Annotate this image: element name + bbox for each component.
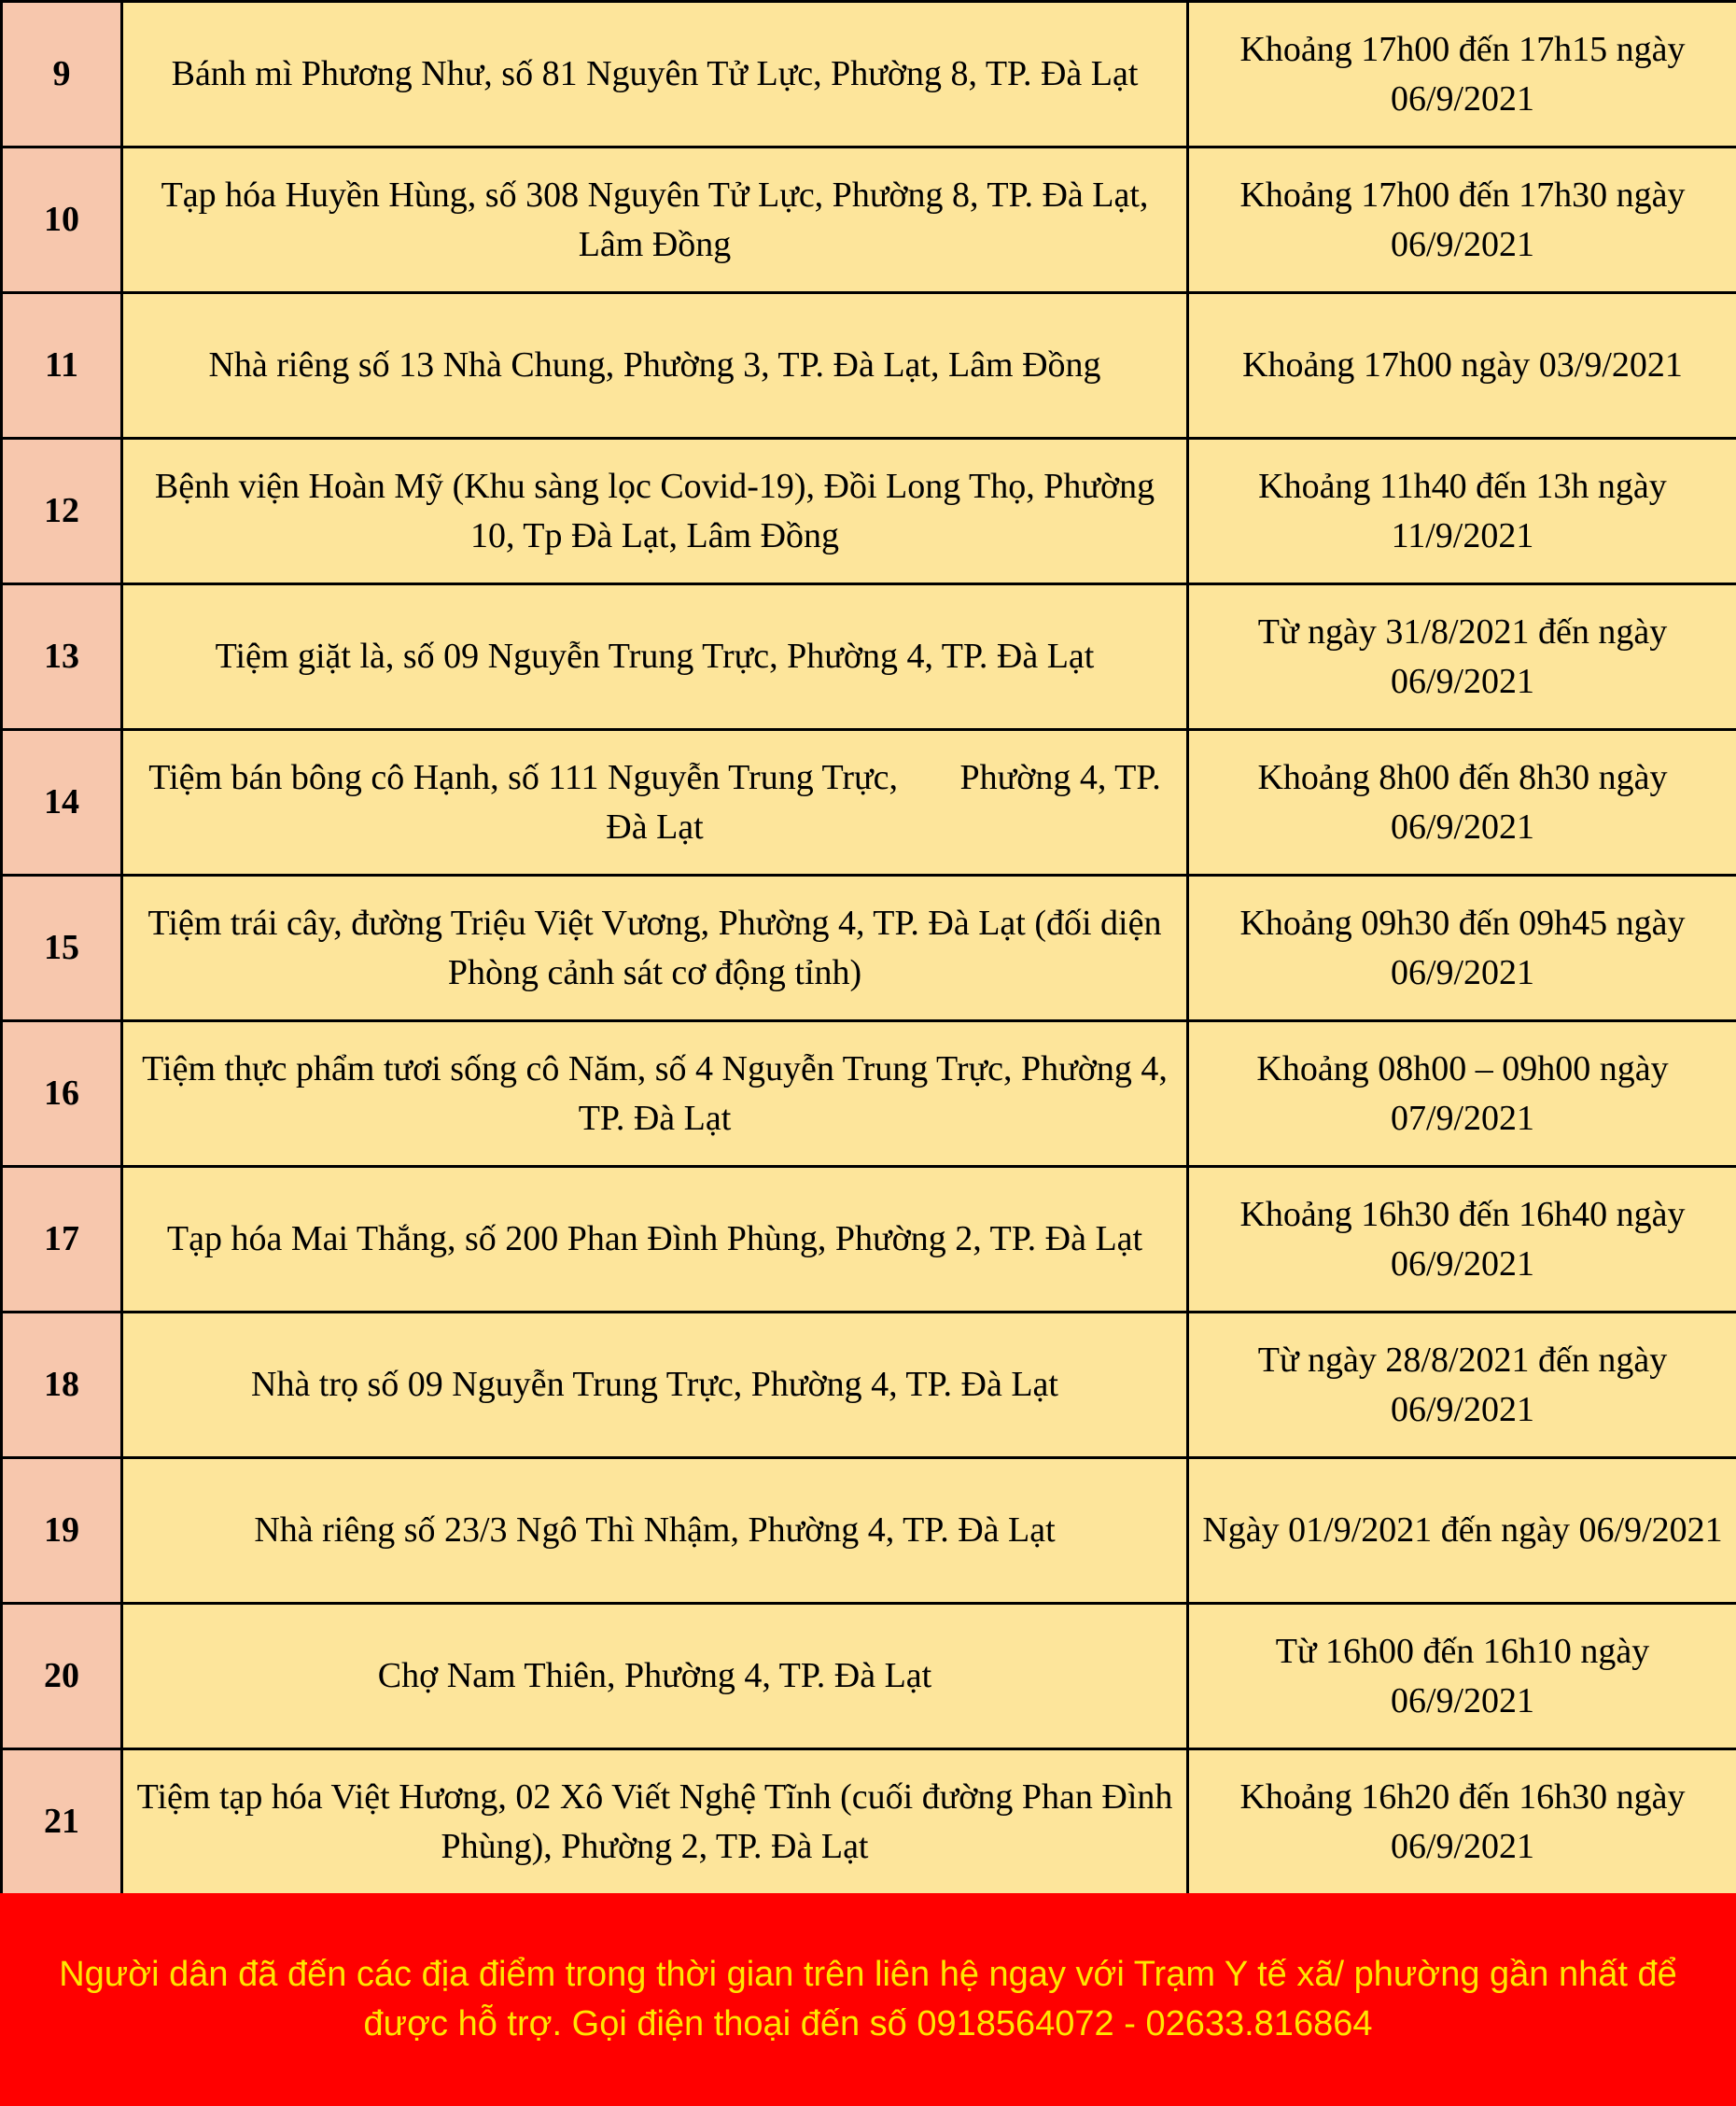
table-row (2, 439, 1736, 584)
time-cell: Khoảng 17h00 đến 17h30 ngày 06/9/2021 (1188, 147, 1736, 293)
time-cell: Khoảng 08h00 – 09h00 ngày 07/9/2021 (1188, 1021, 1736, 1167)
row-number: 9 (2, 2, 122, 147)
row-number: 14 (2, 730, 122, 876)
location-cell: Chợ Nam Thiên, Phường 4, TP. Đà Lạt (122, 1604, 1188, 1749)
location-cell: Tạp hóa Mai Thắng, số 200 Phan Đình Phùng, Phường 2, TP. Đà Lạt (122, 1167, 1188, 1313)
time-cell: Ngày 01/9/2021 đến ngày 06/9/2021 (1188, 1458, 1736, 1604)
table-row (2, 876, 1736, 1021)
table-row (2, 1313, 1736, 1458)
location-cell: Bánh mì Phương Như, số 81 Nguyên Tử Lực, Phường 8, TP. Đà Lạt (122, 2, 1188, 147)
location-cell: Nhà trọ số 09 Nguyễn Trung Trực, Phường 4, TP. Đà Lạt (122, 1313, 1188, 1458)
time-cell: Khoảng 16h20 đến 16h30 ngày 06/9/2021 (1188, 1749, 1736, 1895)
table-row (2, 1604, 1736, 1749)
contact-notice-text: Người dân đã đến các địa điểm trong thời gian trên liên hệ ngay với Trạm Y tế xã/ phường gần nhất để được hỗ trợ. Gọi điện thoại đến số 0918564072 - 02633.816864 (59, 1955, 1677, 2043)
time-cell: Khoảng 11h40 đến 13h ngày 11/9/2021 (1188, 439, 1736, 584)
table-row (2, 1021, 1736, 1167)
time-cell: Từ ngày 31/8/2021 đến ngày 06/9/2021 (1188, 584, 1736, 730)
location-cell: Tiệm thực phẩm tươi sống cô Năm, số 4 Nguyễn Trung Trực, Phường 4, TP. Đà Lạt (122, 1021, 1188, 1167)
row-number: 10 (2, 147, 122, 293)
location-cell: Tiệm bán bông cô Hạnh, số 111 Nguyễn Trung Trực, Phường 4, TP. Đà Lạt (122, 730, 1188, 876)
location-cell: Tiệm tạp hóa Việt Hương, 02 Xô Viết Nghệ Tĩnh (cuối đường Phan Đình Phùng), Phường 2, TP. Đà Lạt (122, 1749, 1188, 1895)
time-cell: Khoảng 17h00 ngày 03/9/2021 (1188, 293, 1736, 439)
row-number: 19 (2, 1458, 122, 1604)
row-number: 16 (2, 1021, 122, 1167)
row-number: 11 (2, 293, 122, 439)
table-row (2, 147, 1736, 293)
row-number: 21 (2, 1749, 122, 1895)
location-cell: Tiệm giặt là, số 09 Nguyễn Trung Trực, Phường 4, TP. Đà Lạt (122, 584, 1188, 730)
row-number: 15 (2, 876, 122, 1021)
row-number: 17 (2, 1167, 122, 1313)
table-row (2, 584, 1736, 730)
location-cell: Nhà riêng số 13 Nhà Chung, Phường 3, TP. Đà Lạt, Lâm Đồng (122, 293, 1188, 439)
location-cell: Bệnh viện Hoàn Mỹ (Khu sàng lọc Covid-19), Đồi Long Thọ, Phường 10, Tp Đà Lạt, Lâm Đồng (122, 439, 1188, 584)
row-number: 20 (2, 1604, 122, 1749)
time-cell: Khoảng 8h00 đến 8h30 ngày 06/9/2021 (1188, 730, 1736, 876)
row-number: 13 (2, 584, 122, 730)
location-cell: Tiệm trái cây, đường Triệu Việt Vương, Phường 4, TP. Đà Lạt (đối diện Phòng cảnh sát cơ động tỉnh) (122, 876, 1188, 1021)
location-cell: Nhà riêng số 23/3 Ngô Thì Nhậm, Phường 4, TP. Đà Lạt (122, 1458, 1188, 1604)
table-row (2, 2, 1736, 147)
time-cell: Khoảng 09h30 đến 09h45 ngày 06/9/2021 (1188, 876, 1736, 1021)
locations-table-body (2, 2, 1736, 1895)
time-cell: Từ ngày 28/8/2021 đến ngày 06/9/2021 (1188, 1313, 1736, 1458)
location-cell: Tạp hóa Huyền Hùng, số 308 Nguyên Tử Lực, Phường 8, TP. Đà Lạt, Lâm Đồng (122, 147, 1188, 293)
table-row (2, 1749, 1736, 1895)
time-cell: Khoảng 16h30 đến 16h40 ngày 06/9/2021 (1188, 1167, 1736, 1313)
row-number: 18 (2, 1313, 122, 1458)
table-row (2, 1167, 1736, 1313)
time-cell: Từ 16h00 đến 16h10 ngày 06/9/2021 (1188, 1604, 1736, 1749)
table-row (2, 730, 1736, 876)
time-cell: Khoảng 17h00 đến 17h15 ngày 06/9/2021 (1188, 2, 1736, 147)
table-row (2, 1458, 1736, 1604)
contact-notice-banner (0, 1893, 1736, 2106)
row-number: 12 (2, 439, 122, 584)
table-row (2, 293, 1736, 439)
